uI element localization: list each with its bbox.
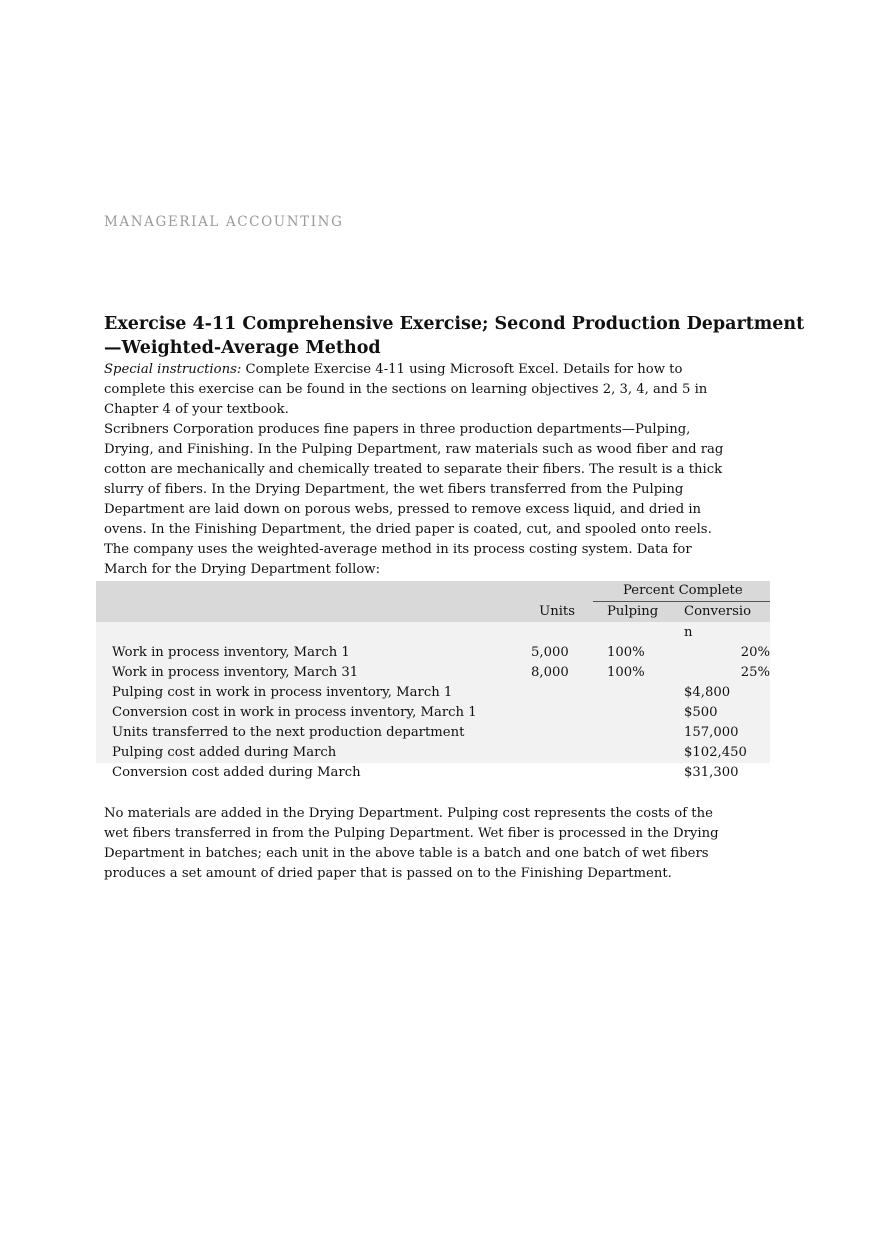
closing-line: Department in batches; each unit in the above table is a batch and one batch of wet fibers bbox=[104, 846, 709, 861]
row-label: Pulping cost in work in process inventory, March 1 bbox=[112, 685, 453, 700]
intro-line: The company uses the weighted-average method in its process costing system. Data for bbox=[104, 542, 692, 557]
row-units: 5,000 bbox=[531, 645, 569, 660]
row-value: 157,000 bbox=[684, 725, 739, 740]
row-label: Work in process inventory, March 1 bbox=[112, 645, 350, 660]
row-label: Conversion cost in work in process inventory, March 1 bbox=[112, 705, 477, 720]
intro-line: Department are laid down on porous webs, pressed to remove excess liquid, and dried in bbox=[104, 502, 702, 517]
intro-line: Scribners Corporation produces fine papers in three production departments—Pulping, bbox=[104, 422, 691, 437]
pulping-header: Pulping bbox=[607, 604, 659, 619]
running-header: MANAGERIAL ACCOUNTING bbox=[104, 214, 344, 230]
intro-line: ovens. In the Finishing Department, the dried paper is coated, cut, and spooled onto reels. bbox=[104, 522, 712, 537]
intro-paragraph bbox=[104, 420, 723, 580]
closing-line: wet fibers transferred in from the Pulping Department. Wet fiber is processed in the Drying bbox=[104, 826, 719, 841]
percent-complete-header: Percent Complete bbox=[623, 583, 743, 598]
intro-line: Drying, and Finishing. In the Pulping Department, raw materials such as wood fiber and rag bbox=[104, 442, 724, 457]
conversion-header: Conversio bbox=[684, 604, 752, 619]
row-value: $500 bbox=[684, 705, 718, 720]
conversion-header-wrap: n bbox=[684, 625, 693, 640]
row-value: $102,450 bbox=[684, 745, 747, 760]
title-line: —Weighted-Average Method bbox=[104, 338, 381, 358]
special-instructions bbox=[104, 360, 707, 420]
intro-line: slurry of fibers. In the Drying Department, the wet fibers transferred from the Pulping bbox=[104, 482, 684, 497]
row-value: $4,800 bbox=[684, 685, 731, 700]
instructions-line: Chapter 4 of your textbook. bbox=[104, 402, 289, 417]
closing-line: produces a set amount of dried paper that is passed on to the Finishing Department. bbox=[104, 866, 672, 881]
row-label: Work in process inventory, March 31 bbox=[112, 665, 359, 680]
row-pulping: 100% bbox=[607, 645, 645, 660]
closing-line: No materials are added in the Drying Department. Pulping cost represents the costs of the bbox=[104, 806, 713, 821]
instructions-label: Special instructions: bbox=[104, 362, 242, 377]
row-label: Conversion cost added during March bbox=[112, 765, 361, 780]
row-conversion: 25% bbox=[740, 665, 770, 680]
row-value: $31,300 bbox=[684, 765, 739, 780]
row-units: 8,000 bbox=[531, 665, 569, 680]
row-label: Units transferred to the next production department bbox=[112, 725, 465, 740]
instructions-text: Complete Exercise 4-11 using Microsoft Excel. Details for how to bbox=[241, 362, 683, 377]
row-pulping: 100% bbox=[607, 665, 645, 680]
row-label: Pulping cost added during March bbox=[112, 745, 337, 760]
units-header: Units bbox=[539, 604, 575, 619]
closing-paragraph bbox=[104, 804, 719, 884]
instructions-line: complete this exercise can be found in the sections on learning objectives 2, 3, 4, and 5 in bbox=[104, 382, 708, 397]
title-line: Exercise 4-11 Comprehensive Exercise; Second Production Department bbox=[104, 314, 805, 334]
intro-line: cotton are mechanically and chemically treated to separate their fibers. The result is a thick bbox=[104, 462, 723, 477]
exercise-title bbox=[104, 312, 804, 360]
row-conversion: 20% bbox=[740, 645, 770, 660]
intro-line: March for the Drying Department follow: bbox=[104, 562, 381, 577]
drying-department-data-table bbox=[96, 581, 770, 783]
